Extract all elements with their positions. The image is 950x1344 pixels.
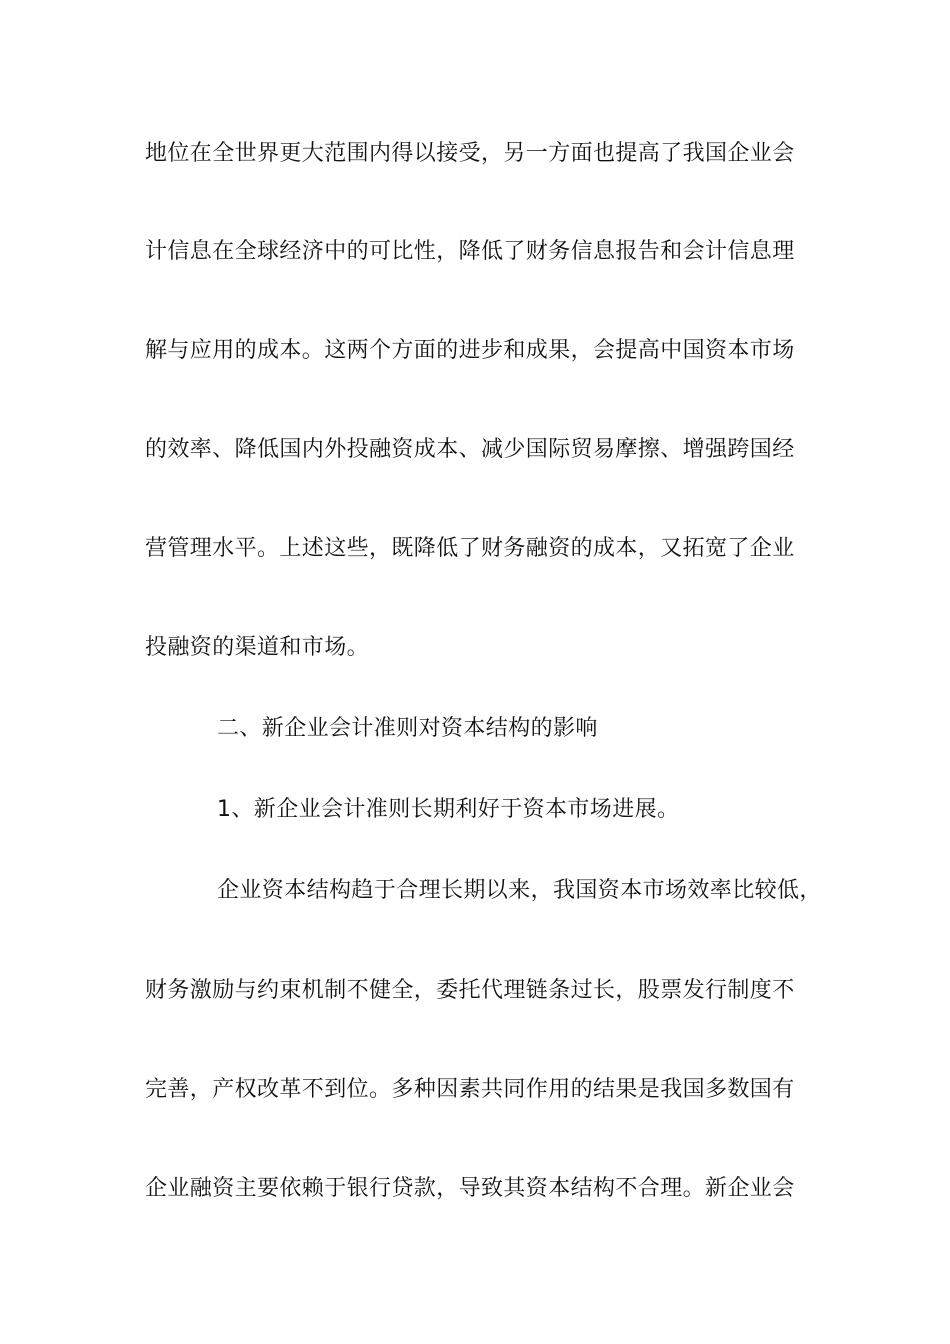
paragraph-line: 地位在全世界更大范围内得以接受，另一方面也提高了我国企业会 xyxy=(145,141,795,166)
paragraph-line: 投融资的渠道和市场。 xyxy=(145,635,370,660)
paragraph-line: 企业资本结构趋于合理长期以来，我国资本市场效率比较低， xyxy=(217,878,822,903)
section-heading: 二、新企业会计准则对资本结构的影响 xyxy=(217,716,598,741)
subsection-heading: 1、新企业会计准则长期利好于资本市场进展。 xyxy=(217,797,680,822)
paragraph-line: 解与应用的成本。这两个方面的进步和成果，会提高中国资本市场 xyxy=(145,338,795,363)
paragraph-line: 的效率、降低国内外投融资成本、减少国际贸易摩擦、增强跨国经 xyxy=(145,437,795,462)
paragraph-line: 财务激励与约束机制不健全，委托代理链条过长，股票发行制度不 xyxy=(145,978,795,1003)
paragraph-line: 企业融资主要依赖于银行贷款，导致其资本结构不合理。新企业会 xyxy=(145,1176,795,1201)
paragraph-line: 计信息在全球经济中的可比性，降低了财务信息报告和会计信息理 xyxy=(145,239,795,264)
paragraph-line: 完善，产权改革不到位。多种因素共同作用的结果是我国多数国有 xyxy=(145,1077,795,1102)
paragraph-line: 营管理水平。上述这些，既降低了财务融资的成本，又拓宽了企业 xyxy=(145,536,795,561)
